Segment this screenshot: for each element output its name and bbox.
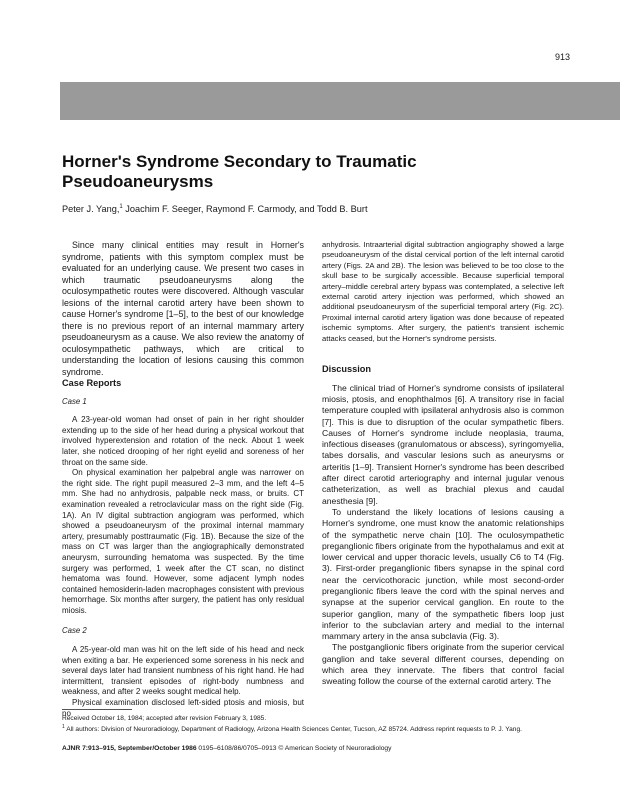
- case-reports-heading: Case Reports: [62, 378, 122, 388]
- affiliation-text: All authors: Division of Neuroradiology, Department of Radiology, Arizona Health Sciences Center, Tucson, AZ 85724. Address reprint requests to P. J. Yang.: [66, 726, 522, 734]
- affiliation-marker: 1: [62, 724, 65, 730]
- author-footnote-marker: 1: [119, 204, 123, 210]
- right-column: [322, 240, 564, 688]
- received-note: Received October 18, 1984; accepted after revision February 3, 1985.: [62, 715, 267, 722]
- author-list: [62, 204, 582, 214]
- affiliation-note: [62, 723, 582, 734]
- header-band: [60, 82, 620, 120]
- journal-name: AJNR 7:913–915, September/October 1986: [62, 745, 197, 752]
- case-2-paragraph-2: Physical examination disclosed left-sided ptosis and miosis, but no: [62, 698, 304, 718]
- case-1-label: Case 1: [62, 396, 87, 406]
- other-authors: Joachim F. Seeger, Raymond F. Carmody, and Todd B. Burt: [125, 204, 368, 215]
- case-1-paragraph-1: A 23-year-old woman had onset of pain in her right shoulder extending up to the side of her head during a physical workout that involved hyperextension and rotation of the neck. About 1 week later, she noticed drooping of her right eyelid and soreness of her throat on the same side.: [62, 415, 304, 467]
- case-2-label: Case 2: [62, 626, 87, 636]
- spacer: [62, 616, 304, 626]
- footnotes: [62, 714, 582, 734]
- page-number: 913: [554, 52, 570, 62]
- case-2-continuation: anhydrosis. Intraarterial digital subtraction angiography showed a large pseudoaneurysm of the distal cervical portion of the left internal carotid artery (Figs. 2A and 2B). The lesion was believed to be too close to the skull base to be surgically accessible. Because superficial temporal artery–middle cerebral artery bypass was contemplated, a selective left external carotid artery injection was performed, which showed an additional pseudoaneurysm of the superficial temporal artery (Fig. 2C). Proximal internal carotid artery ligation was done because of repeated ischemic symptoms. After surgery, the patient's transient ischemic attacks ceased, but the Horner's syndrome persists.: [322, 240, 564, 343]
- discussion-paragraph-2: To understand the likely locations of lesions causing a Horner's syndrome, one must know the anatomic relationships of the sympathetic nerve chain [10]. The oculosympathetic preganglionic fibers originate from the hypothalamus and exit at lower cervical and upper thoracic levels, usually C6 to T4 (Fig. 3). First-order preganglionic fibers synapse in the spinal cord near the cervicothoracic junction, while most second-order preganglionic fibers leave the cord with the spinal nerves and synapse at the superior cervical ganglion. En route to the superior ganglion, many of the sympathetic fibers loop just inferior to the subclavian artery and medial to the internal mammary artery in the ansa subclavia (Fig. 3).: [322, 506, 564, 642]
- case-2-paragraph-1: A 25-year-old man was hit on the left side of his head and neck when exiting a bar. He experienced some soreness in his neck and several days later had transient numbness of his right hand. He had intermittent, transient episodes of right-body numbness and weakness, and after 2 weeks sought medical help.: [62, 645, 304, 697]
- left-column: [62, 240, 304, 719]
- abstract: Since many clinical entities may result in Horner's syndrome, patients with this symptom complex must be evaluated for an underlying cause. We present two cases in which traumatic pseudoaneurysms along the oculosympathetic routes were discovered. Although vascular lesions of the internal carotid artery have been shown to cause Horner's syndrome [1–5], to the best of our knowledge there is no previous report of an internal mammary artery pseudoaneurysm as a cause. We also review the anatomy of oculosympathetic pathways, which are critical to understanding the location of lesions causing this common syndrome.: [62, 240, 304, 377]
- journal-citation: [62, 745, 391, 752]
- journal-info: 0195–6108/86/0705–0913 © American Society of Neuroradiology: [198, 745, 392, 752]
- discussion-heading: Discussion: [322, 364, 372, 375]
- discussion-paragraph-3: The postganglionic fibers originate from the superior cervical ganglion and take several different courses, depending on which area they innervate. The fibers that control facial sweating follow the course of the external carotid artery. The: [322, 642, 564, 687]
- case-1-paragraph-2: On physical examination her palpebral angle was narrower on the right side. The right pupil measured 2–3 mm, and the left 4–5 mm. She had no anhydrosis, palpable neck mass, or bruits. CT examination revealed a retroclavicular mass on the right side (Fig. 1A). An IV digital subtraction angiogram was performed, which showed a pseudoaneurysm of the proximal internal mammary artery, presumably posttraumatic (Fig. 1B). Because the size of the mass on CT was larger than the angiographically demonstrated aneurysm, surrounding hematoma was suspected. By the time surgery was performed, 1 week after the CT scan, no distinct hematoma was found. However, some adjacent lymph nodes contained hemosiderin-laden macrophages consistent with previous hemorrhage. Six months after surgery, the patient has only residual miosis.: [62, 468, 304, 615]
- first-author: Peter J. Yang,: [62, 204, 120, 215]
- footnote-rule: [62, 709, 132, 710]
- article-title: Horner's Syndrome Secondary to Traumatic Pseudoaneurysms: [62, 152, 417, 191]
- discussion-paragraph-1: The clinical triad of Horner's syndrome consists of ipsilateral miosis, ptosis, and enophthalmos [6]. A transitory rise in facial temperature coupled with ipsilateral anhydrosis also is common [7]. This is due to disruption of the ocular sympathetic fibers. Causes of Horner's syndrome include neoplasia, trauma, infectious diseases (granulomatous or abscess), syringomyelia, tabes dorsalis, and vascular lesions such as aneurysms or arteritis [1–9]. Transient Horner's syndrome has been described after direct carotid arteriography and internal jugular venous catheterization, as well as brachial plexus and caudal anesthesia [9].: [322, 382, 564, 506]
- discussion-body: [322, 383, 564, 688]
